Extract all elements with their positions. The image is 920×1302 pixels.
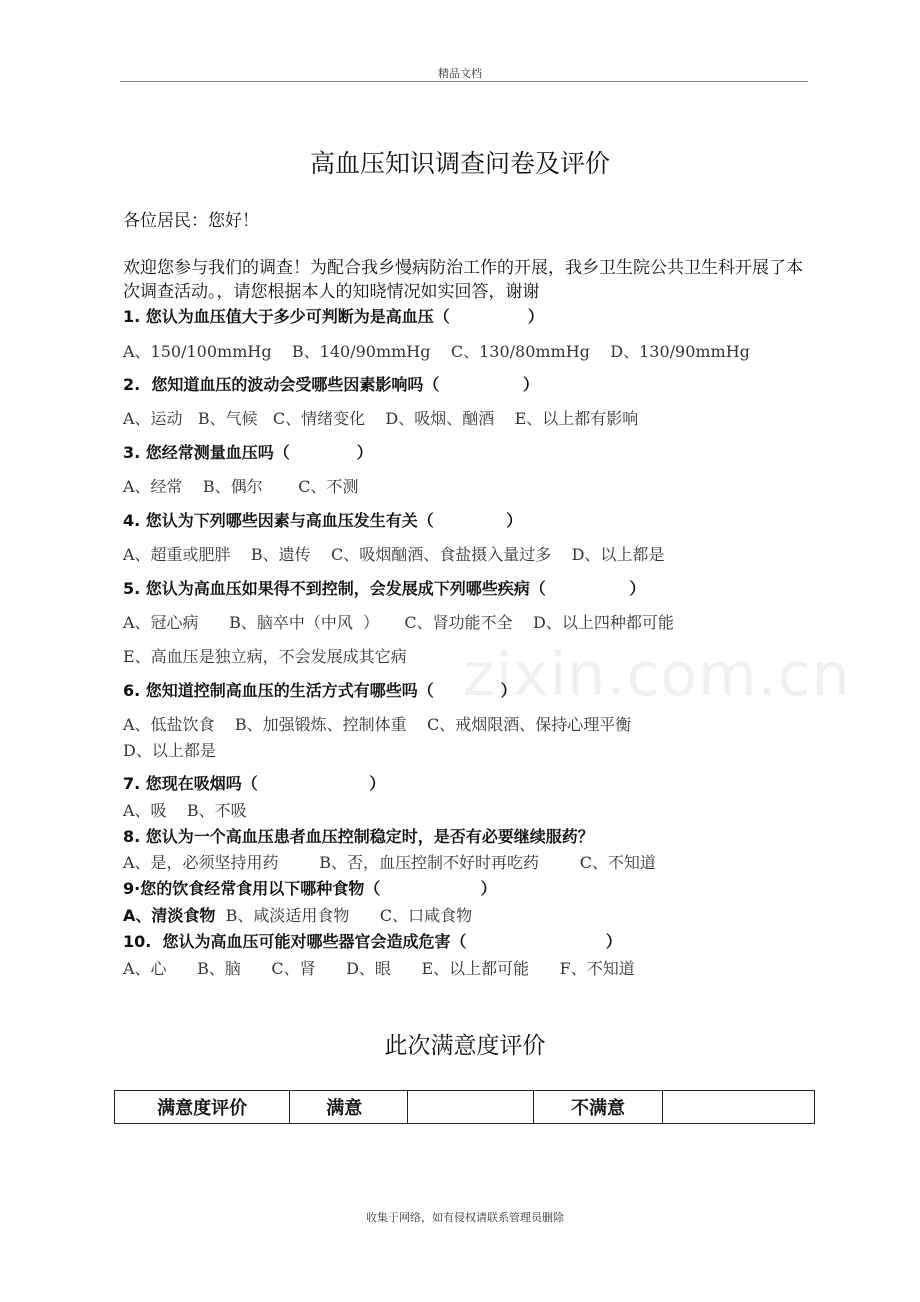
page-footer: 收集于网络，如有侵权请联系管理员删除 xyxy=(366,1211,564,1224)
evaluation-table xyxy=(114,1090,815,1124)
question-5: 5. 您认为高血压如果得不到控制，会发展成下列哪些疾病（ ） xyxy=(123,579,646,598)
page-header: 精品文档 xyxy=(438,67,482,80)
header-divider xyxy=(120,81,808,82)
question-2-options: A、运动 B、气候 C、情绪变化 D、吸烟、酗酒 E、以上都有影响 xyxy=(123,409,639,428)
question-6-options: A、低盐饮食 B、加强锻炼、控制体重 C、戒烟限酒、保持心理平衡 xyxy=(123,715,632,734)
question-5-options-extra: E、高血压是独立病，不会发展成其它病 xyxy=(123,647,407,666)
question-6: 6. 您知道控制高血压的生活方式有哪些吗（ ） xyxy=(123,681,517,700)
question-9-options-rest: B、咸淡适用食物 C、口咸食物 xyxy=(215,906,473,925)
question-8: 8. 您认为一个高血压患者血压控制稳定时，是否有必要继续服药？ xyxy=(123,827,594,846)
question-4-options: A、超重或肥胖 B、遗传 C、吸烟酗酒、食盐摄入量过多 D、以上都是 xyxy=(123,545,665,564)
evaluation-title: 此次满意度评价 xyxy=(384,1033,546,1059)
intro-paragraph: 欢迎您参与我们的调查！为配合我乡慢病防治工作的开展，我乡卫生院公共卫生科开展了本次调查活动。，请您根据本人的知晓情况如实回答，谢谢 xyxy=(123,258,803,302)
question-9: 9·您的饮食经常食用以下哪种食物（ ） xyxy=(123,879,497,898)
question-10-options: A、心 B、脑 C、肾 D、眼 E、以上都可能 F、不知道 xyxy=(123,959,635,978)
greeting: 各位居民：您好！ xyxy=(123,211,259,231)
question-8-options: A、是，必须坚持用药 B、否，血压控制不好时再吃药 C、不知道 xyxy=(123,853,656,872)
watermark: zixin.com.cn xyxy=(463,640,851,710)
question-9-option-a: A、清淡食物 xyxy=(123,906,216,925)
document-title: 高血压知识调查问卷及评价 xyxy=(309,149,610,178)
evaluation-row xyxy=(115,1091,815,1124)
question-3: 3. 您经常测量血压吗（ ） xyxy=(123,443,373,462)
question-6-options-extra: D、以上都是 xyxy=(123,741,216,760)
evaluation-label-cell: 满意度评价 xyxy=(115,1091,290,1124)
question-7-options: A、吸 B、不吸 xyxy=(123,801,247,820)
question-4: 4. 您认为下列哪些因素与高血压发生有关（ ） xyxy=(123,511,523,530)
satisfied-check-cell[interactable] xyxy=(407,1091,533,1124)
unsatisfied-label-cell: 不满意 xyxy=(534,1091,662,1124)
question-7: 7. 您现在吸烟吗（ ） xyxy=(123,774,386,793)
question-3-options: A、经常 B、偶尔 C、不测 xyxy=(123,477,359,496)
question-1: 1. 您认为血压值大于多少可判断为是高血压（ ） xyxy=(123,307,544,326)
unsatisfied-check-cell[interactable] xyxy=(662,1091,814,1124)
question-2: 2. 您知道血压的波动会受哪些因素影响吗（ ） xyxy=(123,375,539,394)
satisfied-label-cell: 满意 xyxy=(290,1091,408,1124)
question-10: 10. 您认为高血压可能对哪些器官会造成危害（ ） xyxy=(123,932,622,951)
question-9-options xyxy=(123,903,472,926)
question-1-options: A、150/100mmHg B、140/90mmHg C、130/80mmHg D、130/90mmHg xyxy=(123,342,750,361)
question-5-options: A、冠心病 B、脑卒中（中风 ） C、肾功能不全 D、以上四种都可能 xyxy=(123,613,674,632)
